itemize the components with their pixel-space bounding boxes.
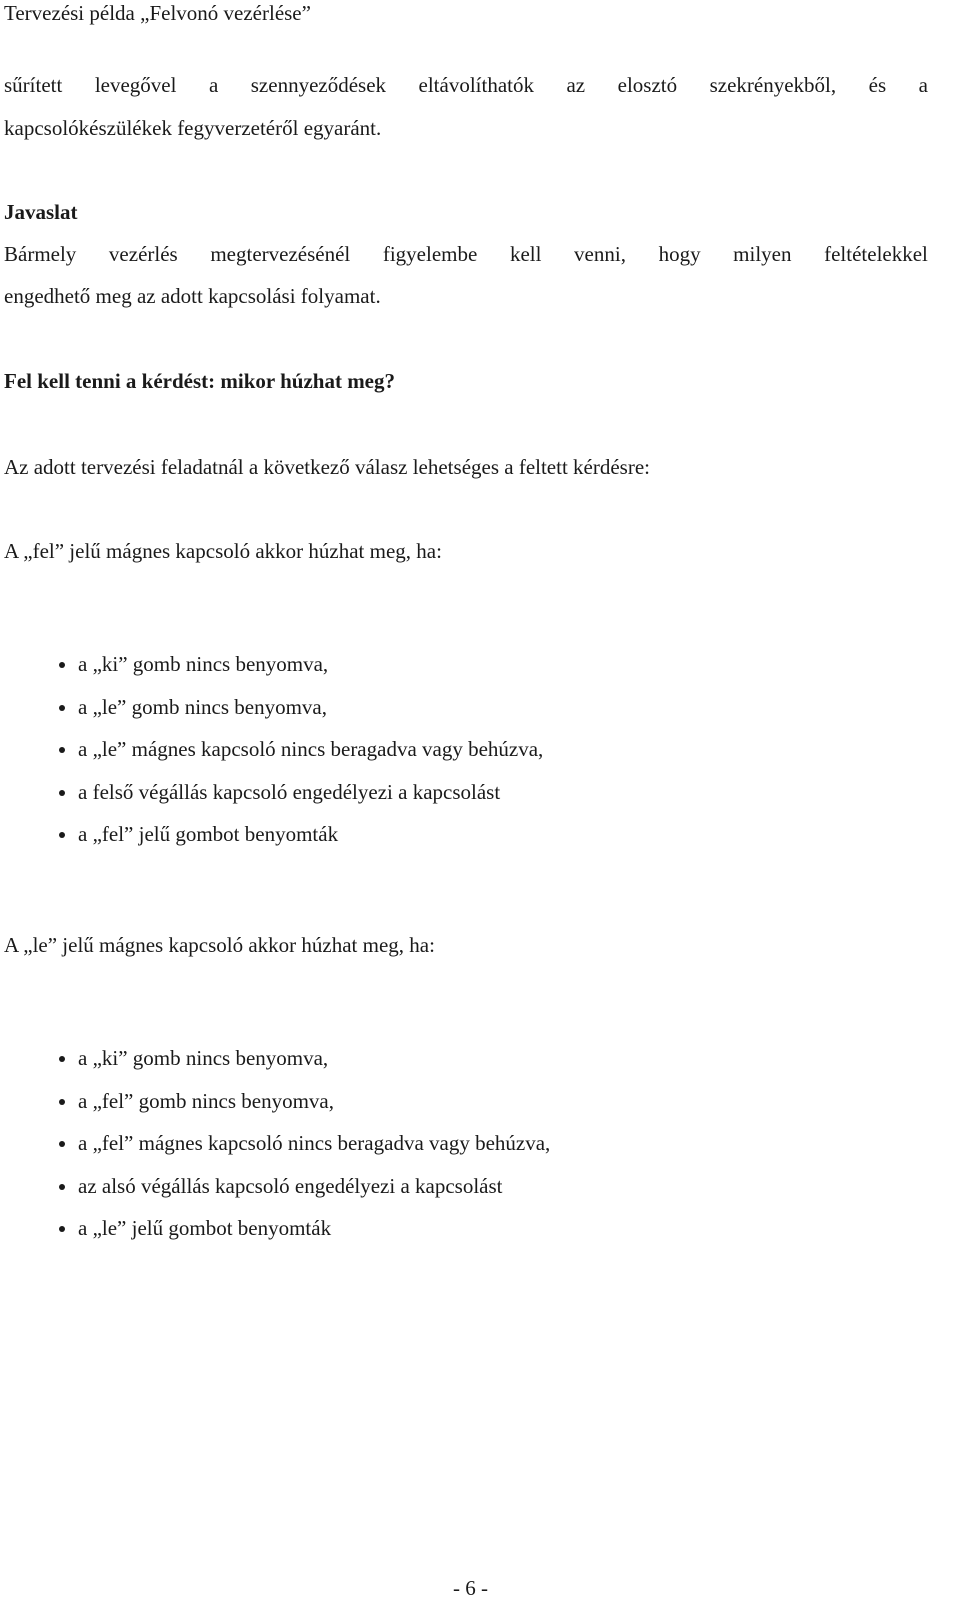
bullet-icon xyxy=(59,1056,65,1062)
intro-word: az xyxy=(566,73,586,97)
le-list-item: a „fel” gomb nincs benyomva, xyxy=(78,1088,334,1113)
bullet-icon xyxy=(59,747,65,753)
fel-list-item: a „ki” gomb nincs benyomva, xyxy=(78,652,329,676)
javaslat-word: vezérlés xyxy=(108,242,178,266)
javaslat-word: megtervezésénél xyxy=(210,242,351,266)
intro-word: és xyxy=(868,73,887,97)
le-list-item: a „le” jelű gombot benyomták xyxy=(78,1216,332,1240)
bullet-icon xyxy=(59,705,65,711)
javaslat-word: milyen xyxy=(733,242,792,266)
intro-word: a xyxy=(918,73,928,97)
javaslat-line-1 xyxy=(4,241,928,267)
javaslat-line-2: engedhető meg az adott kapcsolási folyamat. xyxy=(4,284,381,308)
javaslat-word: venni, xyxy=(574,242,626,266)
question-heading: Fel kell tenni a kérdést: mikor húzhat meg? xyxy=(4,369,396,393)
page-header-title: Tervezési példa „Felvonó vezérlése” xyxy=(4,1,311,25)
bullet-icon xyxy=(59,790,65,796)
intro-line-2: kapcsolókészülékek fegyverzetéről egyaránt. xyxy=(4,116,382,140)
le-list-item: a „fel” mágnes kapcsoló nincs beragadva vagy behúzva, xyxy=(78,1131,551,1155)
intro-word: elosztó xyxy=(617,73,678,97)
intro-word: eltávolíthatók xyxy=(418,73,534,97)
intro-word: levegővel xyxy=(94,73,177,97)
fel-list-item: a „fel” jelű gombot benyomták xyxy=(78,822,339,846)
le-list-item: a „ki” gomb nincs benyomva, xyxy=(78,1046,329,1070)
fel-list-item: a „le” gomb nincs benyomva, xyxy=(78,694,328,719)
javaslat-word: feltételekkel xyxy=(824,242,928,266)
fel-list-item: a „le” mágnes kapcsoló nincs beragadva vagy behúzva, xyxy=(78,737,544,761)
bullet-icon xyxy=(59,1184,65,1190)
fel-section-heading: A „fel” jelű mágnes kapcsoló akkor húzhat meg, ha: xyxy=(4,539,442,563)
fel-list-item: a felső végállás kapcsoló engedélyezi a kapcsolást xyxy=(78,779,501,804)
bullet-icon xyxy=(59,1099,65,1105)
intro-line-1 xyxy=(4,72,928,98)
javaslat-heading: Javaslat xyxy=(4,200,78,224)
le-list-item: az alsó végállás kapcsoló engedélyezi a kapcsolást xyxy=(78,1173,503,1198)
bullet-icon xyxy=(59,1141,65,1147)
page-number: - 6 - xyxy=(453,1576,488,1600)
answer-intro: Az adott tervezési feladatnál a következő válasz lehetséges a feltett kérdésre: xyxy=(4,455,651,479)
javaslat-word: Bármely xyxy=(4,242,77,266)
intro-word: a xyxy=(208,73,219,97)
le-section-heading: A „le” jelű mágnes kapcsoló akkor húzhat meg, ha: xyxy=(4,933,435,957)
intro-word: szennyeződések xyxy=(250,73,387,97)
bullet-icon xyxy=(59,662,65,668)
javaslat-word: kell xyxy=(509,242,542,266)
intro-word: szekrényekből, xyxy=(709,73,837,97)
bullet-icon xyxy=(59,1226,65,1232)
bullet-icon xyxy=(59,832,65,838)
javaslat-word: hogy xyxy=(658,242,701,266)
javaslat-word: figyelembe xyxy=(382,242,478,266)
intro-word: sűrített xyxy=(4,73,63,97)
